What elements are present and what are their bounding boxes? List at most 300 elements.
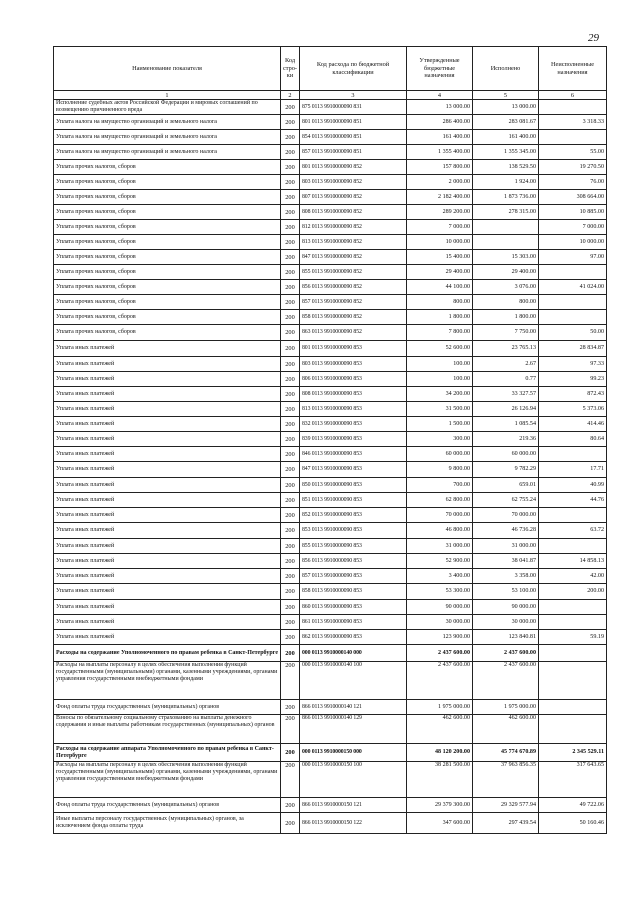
row-name: Уплата иных платежей [54, 387, 281, 402]
row-approved: 52 600.00 [407, 341, 473, 357]
row-approved: 1 975 000.00 [407, 700, 473, 715]
row-executed: 62 755.24 [473, 493, 539, 508]
header-approved: Утвержденные бюджетные назначения [407, 47, 473, 91]
row-unexecuted [539, 700, 607, 715]
row-line-code: 200 [281, 523, 300, 539]
row-line-code: 200 [281, 600, 300, 615]
row-unexecuted: 2 345 529.11 [539, 744, 607, 762]
row-approved: 60 000.00 [407, 447, 473, 462]
row-budget-code: 856 0113 9910000090 852 [300, 280, 407, 295]
row-unexecuted: 7 000.00 [539, 220, 607, 235]
row-name: Уплата прочих налогов, сборов [54, 190, 281, 205]
row-budget-code: 808 0113 9910000090 853 [300, 387, 407, 402]
row-budget-code: 801 0113 9910000090 851 [300, 115, 407, 130]
table-row [54, 265, 607, 280]
row-approved: 3 400.00 [407, 569, 473, 584]
row-executed [473, 220, 539, 235]
row-unexecuted [539, 615, 607, 630]
row-approved: 53 300.00 [407, 584, 473, 600]
row-approved: 90 000.00 [407, 600, 473, 615]
row-name: Расходы на содержание Уполномоченного по правам ребенка в Санкт-Петербурге [54, 645, 281, 662]
row-unexecuted: 317 643.65 [539, 762, 607, 798]
table-row [54, 325, 607, 341]
row-executed: 800.00 [473, 295, 539, 310]
column-number-row [54, 91, 607, 100]
row-unexecuted: 414.46 [539, 417, 607, 432]
table-row [54, 462, 607, 478]
row-approved: 38 281 500.00 [407, 762, 473, 798]
row-line-code: 200 [281, 493, 300, 508]
row-approved: 30 000.00 [407, 615, 473, 630]
table-row [54, 447, 607, 462]
row-unexecuted: 50.00 [539, 325, 607, 341]
header-unexecuted: Неисполненные назначения [539, 47, 607, 91]
row-line-code: 200 [281, 554, 300, 569]
row-approved: 800.00 [407, 295, 473, 310]
row-budget-code: 852 0113 9910000090 853 [300, 508, 407, 523]
row-executed: 13 000.00 [473, 100, 539, 115]
table-row [54, 600, 607, 615]
row-executed: 9 782.29 [473, 462, 539, 478]
row-unexecuted: 50 160.46 [539, 813, 607, 834]
column-number: 3 [300, 91, 407, 100]
row-budget-code: 807 0113 9910000090 852 [300, 190, 407, 205]
row-line-code: 200 [281, 715, 300, 744]
row-name: Взносы по обязательному социальному страхованию на выплаты денежного содержания и иные выплаты работникам государственных (муниципальных) органов [54, 715, 281, 744]
row-executed: 1 873 736.00 [473, 190, 539, 205]
row-name: Уплата прочих налогов, сборов [54, 220, 281, 235]
row-executed: 70 000.00 [473, 508, 539, 523]
header-name: Наименование показателя [54, 47, 281, 91]
row-line-code: 200 [281, 175, 300, 190]
row-name: Уплата иных платежей [54, 569, 281, 584]
row-unexecuted: 17.71 [539, 462, 607, 478]
row-unexecuted: 10 000.00 [539, 235, 607, 250]
row-line-code: 200 [281, 130, 300, 145]
row-budget-code: 856 0113 9910000090 853 [300, 554, 407, 569]
row-unexecuted: 49 722.06 [539, 798, 607, 813]
row-name: Иные выплаты персоналу государственных (муниципальных) органов, за исключением фонда оплаты труда [54, 813, 281, 834]
table-row [54, 715, 607, 744]
row-line-code: 200 [281, 662, 300, 700]
row-budget-code: 863 0113 9910000090 852 [300, 325, 407, 341]
row-name: Уплата прочих налогов, сборов [54, 160, 281, 175]
table-row [54, 508, 607, 523]
row-budget-code: 866 0113 9910000140 129 [300, 715, 407, 744]
row-unexecuted [539, 130, 607, 145]
row-approved: 29 400.00 [407, 265, 473, 280]
row-budget-code: 847 0113 9910000090 852 [300, 250, 407, 265]
row-budget-code: 801 0113 9910000090 852 [300, 160, 407, 175]
row-executed: 283 081.67 [473, 115, 539, 130]
row-line-code: 200 [281, 700, 300, 715]
row-approved: 123 900.00 [407, 630, 473, 645]
row-name: Расходы на содержание аппарата Уполномоченного по правам ребенка в Санкт-Петербурге [54, 744, 281, 762]
row-line-code: 200 [281, 310, 300, 325]
row-name: Уплата иных платежей [54, 493, 281, 508]
row-unexecuted: 308 664.00 [539, 190, 607, 205]
row-executed: 123 840.81 [473, 630, 539, 645]
row-executed: 15 303.00 [473, 250, 539, 265]
table-row [54, 744, 607, 762]
table-row [54, 615, 607, 630]
row-budget-code: 000 0113 9910000150 100 [300, 762, 407, 798]
table-row [54, 798, 607, 813]
column-number: 1 [54, 91, 281, 100]
row-budget-code: 847 0113 9910000090 853 [300, 462, 407, 478]
row-unexecuted: 80.64 [539, 432, 607, 447]
row-name: Уплата иных платежей [54, 600, 281, 615]
row-approved: 300.00 [407, 432, 473, 447]
row-unexecuted: 3 318.33 [539, 115, 607, 130]
row-executed: 26 126.94 [473, 402, 539, 417]
row-executed: 90 000.00 [473, 600, 539, 615]
row-approved: 44 100.00 [407, 280, 473, 295]
row-line-code: 200 [281, 160, 300, 175]
row-name: Уплата иных платежей [54, 630, 281, 645]
row-executed: 45 774 670.89 [473, 744, 539, 762]
row-unexecuted: 40.99 [539, 478, 607, 493]
row-executed: 297 439.54 [473, 813, 539, 834]
row-approved: 46 800.00 [407, 523, 473, 539]
row-line-code: 200 [281, 387, 300, 402]
column-number: 6 [539, 91, 607, 100]
row-name: Уплата налога на имущество организаций и земельного налога [54, 145, 281, 160]
row-unexecuted: 97.00 [539, 250, 607, 265]
row-name: Уплата налога на имущество организаций и земельного налога [54, 115, 281, 130]
row-name: Уплата иных платежей [54, 615, 281, 630]
row-executed: 60 000.00 [473, 447, 539, 462]
row-name: Уплата прочих налогов, сборов [54, 265, 281, 280]
row-unexecuted: 10 885.00 [539, 205, 607, 220]
row-line-code: 200 [281, 447, 300, 462]
row-approved: 48 120 200.00 [407, 744, 473, 762]
row-approved: 289 200.00 [407, 205, 473, 220]
table-row [54, 235, 607, 250]
row-budget-code: 846 0113 9910000090 853 [300, 447, 407, 462]
table-row [54, 357, 607, 372]
row-executed: 3 076.00 [473, 280, 539, 295]
table-row [54, 220, 607, 235]
row-approved: 70 000.00 [407, 508, 473, 523]
row-name: Уплата налога на имущество организаций и земельного налога [54, 130, 281, 145]
row-unexecuted: 872.43 [539, 387, 607, 402]
row-line-code: 200 [281, 190, 300, 205]
row-approved: 1 800.00 [407, 310, 473, 325]
row-executed: 462 600.00 [473, 715, 539, 744]
row-executed: 37 963 856.35 [473, 762, 539, 798]
row-executed: 1 975 000.00 [473, 700, 539, 715]
row-line-code: 200 [281, 341, 300, 357]
row-budget-code: 000 0113 9910000150 000 [300, 744, 407, 762]
table-row [54, 662, 607, 700]
row-name: Исполнение судебных актов Российской Федерации и мировых соглашений по возмещению причиненного вреда [54, 100, 281, 115]
table-row [54, 310, 607, 325]
row-line-code: 200 [281, 569, 300, 584]
table-row [54, 569, 607, 584]
row-budget-code: 857 0113 9910000090 851 [300, 145, 407, 160]
row-line-code: 200 [281, 325, 300, 341]
row-approved: 100.00 [407, 357, 473, 372]
row-unexecuted [539, 100, 607, 115]
row-executed: 659.01 [473, 478, 539, 493]
row-approved: 2 000.00 [407, 175, 473, 190]
table-row [54, 295, 607, 310]
table-row [54, 402, 607, 417]
row-unexecuted: 28 834.87 [539, 341, 607, 357]
table-row [54, 160, 607, 175]
row-budget-code: 850 0113 9910000090 853 [300, 478, 407, 493]
row-approved: 1 500.00 [407, 417, 473, 432]
table-row [54, 100, 607, 115]
row-approved: 62 800.00 [407, 493, 473, 508]
row-unexecuted [539, 600, 607, 615]
row-executed: 3 358.00 [473, 569, 539, 584]
table-row [54, 584, 607, 600]
row-line-code: 200 [281, 462, 300, 478]
row-approved: 13 000.00 [407, 100, 473, 115]
row-approved: 2 182 400.00 [407, 190, 473, 205]
table-row [54, 478, 607, 493]
row-line-code: 200 [281, 417, 300, 432]
row-line-code: 200 [281, 115, 300, 130]
row-name: Уплата прочих налогов, сборов [54, 235, 281, 250]
row-budget-code: 812 0113 9910000090 852 [300, 220, 407, 235]
row-unexecuted: 97.33 [539, 357, 607, 372]
row-approved: 2 437 600.00 [407, 645, 473, 662]
row-name: Уплата прочих налогов, сборов [54, 325, 281, 341]
row-approved: 7 000.00 [407, 220, 473, 235]
row-executed [473, 235, 539, 250]
row-approved: 9 800.00 [407, 462, 473, 478]
row-line-code: 200 [281, 145, 300, 160]
row-approved: 100.00 [407, 372, 473, 387]
table-row [54, 341, 607, 357]
row-unexecuted: 14 858.13 [539, 554, 607, 569]
row-executed: 0.77 [473, 372, 539, 387]
row-approved: 2 437 600.00 [407, 662, 473, 700]
row-executed: 46 736.28 [473, 523, 539, 539]
row-budget-code: 801 0113 9910000090 853 [300, 341, 407, 357]
row-approved: 10 000.00 [407, 235, 473, 250]
table-row [54, 250, 607, 265]
row-unexecuted: 44.76 [539, 493, 607, 508]
row-line-code: 200 [281, 295, 300, 310]
row-approved: 31 000.00 [407, 539, 473, 554]
page-number: 29 [588, 32, 599, 44]
header-line-code: Код стро-ки [281, 47, 300, 91]
row-budget-code: 855 0113 9910000090 852 [300, 265, 407, 280]
table-row [54, 539, 607, 554]
row-budget-code: 839 0113 9910000090 853 [300, 432, 407, 447]
table-row [54, 387, 607, 402]
row-budget-code: 803 0113 9910000090 853 [300, 357, 407, 372]
row-name: Фонд оплаты труда государственных (муниципальных) органов [54, 798, 281, 813]
row-unexecuted [539, 645, 607, 662]
row-unexecuted [539, 447, 607, 462]
row-line-code: 200 [281, 539, 300, 554]
row-budget-code: 866 0113 9910000150 122 [300, 813, 407, 834]
row-line-code: 200 [281, 250, 300, 265]
row-budget-code: 803 0113 9910000090 852 [300, 175, 407, 190]
row-unexecuted: 19 270.50 [539, 160, 607, 175]
row-line-code: 200 [281, 645, 300, 662]
row-executed: 30 000.00 [473, 615, 539, 630]
table-row [54, 205, 607, 220]
row-name: Уплата иных платежей [54, 402, 281, 417]
row-line-code: 200 [281, 615, 300, 630]
row-budget-code: 813 0113 9910000090 853 [300, 402, 407, 417]
table-row [54, 523, 607, 539]
row-executed: 38 041.87 [473, 554, 539, 569]
row-line-code: 200 [281, 508, 300, 523]
row-approved: 31 500.00 [407, 402, 473, 417]
row-name: Уплата прочих налогов, сборов [54, 310, 281, 325]
row-approved: 462 600.00 [407, 715, 473, 744]
row-budget-code: 862 0113 9910000090 853 [300, 630, 407, 645]
column-number: 2 [281, 91, 300, 100]
row-line-code: 200 [281, 744, 300, 762]
row-budget-code: 000 0113 9910000140 000 [300, 645, 407, 662]
row-approved: 52 900.00 [407, 554, 473, 569]
table-row [54, 417, 607, 432]
row-unexecuted [539, 265, 607, 280]
table-row [54, 432, 607, 447]
row-name: Уплата иных платежей [54, 478, 281, 493]
row-unexecuted [539, 662, 607, 700]
row-line-code: 200 [281, 372, 300, 387]
row-unexecuted: 42.00 [539, 569, 607, 584]
row-executed: 7 750.00 [473, 325, 539, 341]
row-approved: 29 379 300.00 [407, 798, 473, 813]
row-budget-code: 857 0113 9910000090 852 [300, 295, 407, 310]
row-unexecuted: 99.23 [539, 372, 607, 387]
column-number: 5 [473, 91, 539, 100]
table-row [54, 175, 607, 190]
row-budget-code: 851 0113 9910000090 853 [300, 493, 407, 508]
row-unexecuted: 5 373.06 [539, 402, 607, 417]
row-unexecuted [539, 310, 607, 325]
table-body [54, 100, 607, 834]
row-line-code: 200 [281, 478, 300, 493]
row-name: Уплата иных платежей [54, 523, 281, 539]
row-line-code: 200 [281, 280, 300, 295]
row-budget-code: 806 0113 9910000090 853 [300, 372, 407, 387]
row-name: Уплата иных платежей [54, 417, 281, 432]
row-line-code: 200 [281, 402, 300, 417]
table-row [54, 554, 607, 569]
row-name: Уплата иных платежей [54, 462, 281, 478]
row-name: Уплата иных платежей [54, 447, 281, 462]
row-budget-code: 832 0113 9910000090 853 [300, 417, 407, 432]
table-row [54, 762, 607, 798]
row-executed: 278 315.00 [473, 205, 539, 220]
row-unexecuted [539, 539, 607, 554]
row-unexecuted [539, 715, 607, 744]
row-unexecuted: 55.00 [539, 145, 607, 160]
row-approved: 157 800.00 [407, 160, 473, 175]
row-budget-code: 866 0113 9910000150 121 [300, 798, 407, 813]
row-name: Уплата иных платежей [54, 508, 281, 523]
row-unexecuted [539, 508, 607, 523]
table-row [54, 115, 607, 130]
row-name: Уплата иных платежей [54, 432, 281, 447]
row-executed: 33 327.57 [473, 387, 539, 402]
row-name: Уплата иных платежей [54, 372, 281, 387]
row-name: Уплата прочих налогов, сборов [54, 205, 281, 220]
row-budget-code: 875 0113 9910000090 831 [300, 100, 407, 115]
row-line-code: 200 [281, 432, 300, 447]
row-name: Фонд оплаты труда государственных (муниципальных) органов [54, 700, 281, 715]
row-executed: 2 437 600.00 [473, 645, 539, 662]
table-row [54, 813, 607, 834]
column-number: 4 [407, 91, 473, 100]
table-row [54, 145, 607, 160]
row-line-code: 200 [281, 630, 300, 645]
row-line-code: 200 [281, 235, 300, 250]
row-name: Уплата прочих налогов, сборов [54, 175, 281, 190]
table-row [54, 630, 607, 645]
row-executed: 219.36 [473, 432, 539, 447]
row-line-code: 200 [281, 798, 300, 813]
row-line-code: 200 [281, 584, 300, 600]
header-budget-code: Код расхода по бюджетной классификации [300, 47, 407, 91]
table-row [54, 280, 607, 295]
row-executed: 1 355 345.00 [473, 145, 539, 160]
table-header-row [54, 47, 607, 91]
row-line-code: 200 [281, 220, 300, 235]
table-row [54, 493, 607, 508]
row-unexecuted: 59.19 [539, 630, 607, 645]
row-name: Уплата иных платежей [54, 584, 281, 600]
table-row [54, 190, 607, 205]
row-budget-code: 000 0113 9910000140 100 [300, 662, 407, 700]
row-budget-code: 854 0113 9910000090 851 [300, 130, 407, 145]
row-executed: 1 924.00 [473, 175, 539, 190]
row-executed: 31 000.00 [473, 539, 539, 554]
row-budget-code: 808 0113 9910000090 852 [300, 205, 407, 220]
row-approved: 15 400.00 [407, 250, 473, 265]
table-row [54, 700, 607, 715]
row-name: Уплата иных платежей [54, 357, 281, 372]
table-row [54, 372, 607, 387]
row-budget-code: 857 0113 9910000090 853 [300, 569, 407, 584]
row-approved: 347 600.00 [407, 813, 473, 834]
row-budget-code: 861 0113 9910000090 853 [300, 615, 407, 630]
table-row [54, 645, 607, 662]
row-executed: 2.67 [473, 357, 539, 372]
row-executed: 161 400.00 [473, 130, 539, 145]
row-approved: 34 200.00 [407, 387, 473, 402]
row-unexecuted: 200.00 [539, 584, 607, 600]
row-budget-code: 866 0113 9910000140 121 [300, 700, 407, 715]
row-name: Расходы на выплаты персоналу в целях обеспечения выполнения функций государственными (муниципальными) органами, казенными учреждениями, органами управления государственными внебюджетными фондами [54, 762, 281, 798]
row-executed: 1 800.00 [473, 310, 539, 325]
row-approved: 286 400.00 [407, 115, 473, 130]
budget-execution-table [53, 46, 607, 834]
row-line-code: 200 [281, 100, 300, 115]
row-line-code: 200 [281, 265, 300, 280]
row-budget-code: 853 0113 9910000090 853 [300, 523, 407, 539]
row-approved: 700.00 [407, 478, 473, 493]
row-unexecuted: 76.00 [539, 175, 607, 190]
row-executed: 138 529.50 [473, 160, 539, 175]
row-line-code: 200 [281, 813, 300, 834]
row-budget-code: 855 0113 9910000090 853 [300, 539, 407, 554]
row-budget-code: 813 0113 9910000090 852 [300, 235, 407, 250]
row-name: Уплата прочих налогов, сборов [54, 250, 281, 265]
table-row [54, 130, 607, 145]
